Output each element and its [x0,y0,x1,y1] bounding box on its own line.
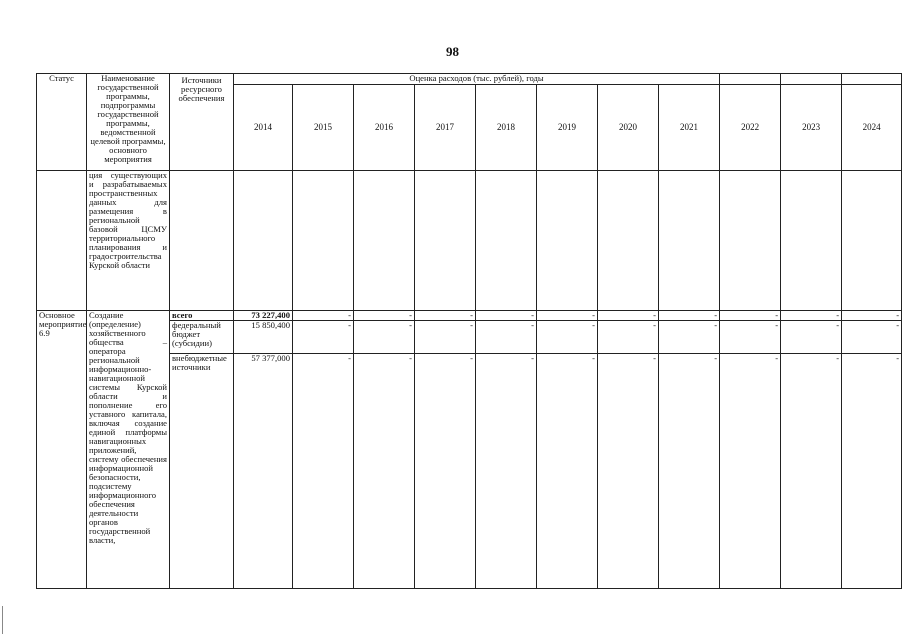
source-label: внебюджетные источники [170,354,234,589]
year-header: 2024 [842,85,902,171]
source-label: всего [170,311,234,321]
continuation-empty-cell [537,171,598,311]
year-header: 2017 [415,85,476,171]
event-status: Основное мероприятие 6.9 [37,311,87,589]
value-cell: - [598,311,659,321]
continuation-empty-cell [415,171,476,311]
scan-edge-mark [2,606,3,634]
value-cell: - [415,321,476,354]
value-cell: - [781,311,842,321]
value-cell: - [476,311,537,321]
year-header: 2023 [781,85,842,171]
value-cell: - [781,321,842,354]
year-header: 2016 [354,85,415,171]
year-header: 2014 [234,85,293,171]
header-status: Статус [37,74,87,171]
value-cell: - [537,311,598,321]
header-blank-cell [781,74,842,85]
value-cell: - [354,354,415,589]
continuation-empty-cell [234,171,293,311]
continuation-empty-cell [720,171,781,311]
event-name: Создание (определение) хозяйственного общества – оператора региональной информационно-навигационной системы Курской области и пополнение его уставного капитала, включая создание единой платформы навигационных приложений, систему обеспечения информационной безопасности, подсистему информационного обеспечения деятельности органов государственной власти, [87,311,170,589]
value-cell: - [720,311,781,321]
header-blank-cell [720,74,781,85]
value-cell: - [415,354,476,589]
value-cell: - [659,311,720,321]
value-cell: 73 227,400 [234,311,293,321]
continuation-empty-cell [354,171,415,311]
year-header: 2022 [720,85,781,171]
value-cell: - [781,354,842,589]
value-cell: - [537,354,598,589]
year-header: 2020 [598,85,659,171]
continuation-empty-cell [598,171,659,311]
value-cell: - [476,354,537,589]
value-cell: - [842,321,902,354]
source-label: федеральный бюджет (субсидии) [170,321,234,354]
value-cell: - [659,354,720,589]
expenditure-table [36,73,902,589]
continuation-empty-cell [170,171,234,311]
value-cell: - [293,321,354,354]
continuation-status-cell [37,171,87,311]
year-header: 2015 [293,85,354,171]
header-estimate: Оценка расходов (тыс. рублей), годы [234,74,720,85]
continuation-empty-cell [842,171,902,311]
value-cell: - [476,321,537,354]
value-cell: - [537,321,598,354]
value-cell: 57 377,000 [234,354,293,589]
continuation-empty-cell [659,171,720,311]
value-cell: - [293,354,354,589]
header-name: Наименование государственной программы, подпрограммы государственной программы, ведомственной целевой программы, основного мероприятия [87,74,170,171]
value-cell: - [598,321,659,354]
value-cell: - [598,354,659,589]
header-sources: Источники ресурсного обеспечения [170,74,234,171]
value-cell: - [415,311,476,321]
value-cell: - [720,321,781,354]
continuation-empty-cell [476,171,537,311]
value-cell: - [659,321,720,354]
value-cell: - [354,311,415,321]
value-cell: - [354,321,415,354]
value-cell: - [293,311,354,321]
continuation-name-cell: ция существующих и разрабатываемых пространственных данных для размещения в региональной базовой ЦСМУ территориального планирования и градостроительства Курской области [87,171,170,311]
continuation-empty-cell [293,171,354,311]
continuation-empty-cell [781,171,842,311]
page-number: 98 [446,44,459,59]
header-blank-cell [842,74,902,85]
year-header: 2021 [659,85,720,171]
value-cell: - [720,354,781,589]
value-cell: - [842,354,902,589]
year-header: 2019 [537,85,598,171]
year-header: 2018 [476,85,537,171]
value-cell: 15 850,400 [234,321,293,354]
value-cell: - [842,311,902,321]
